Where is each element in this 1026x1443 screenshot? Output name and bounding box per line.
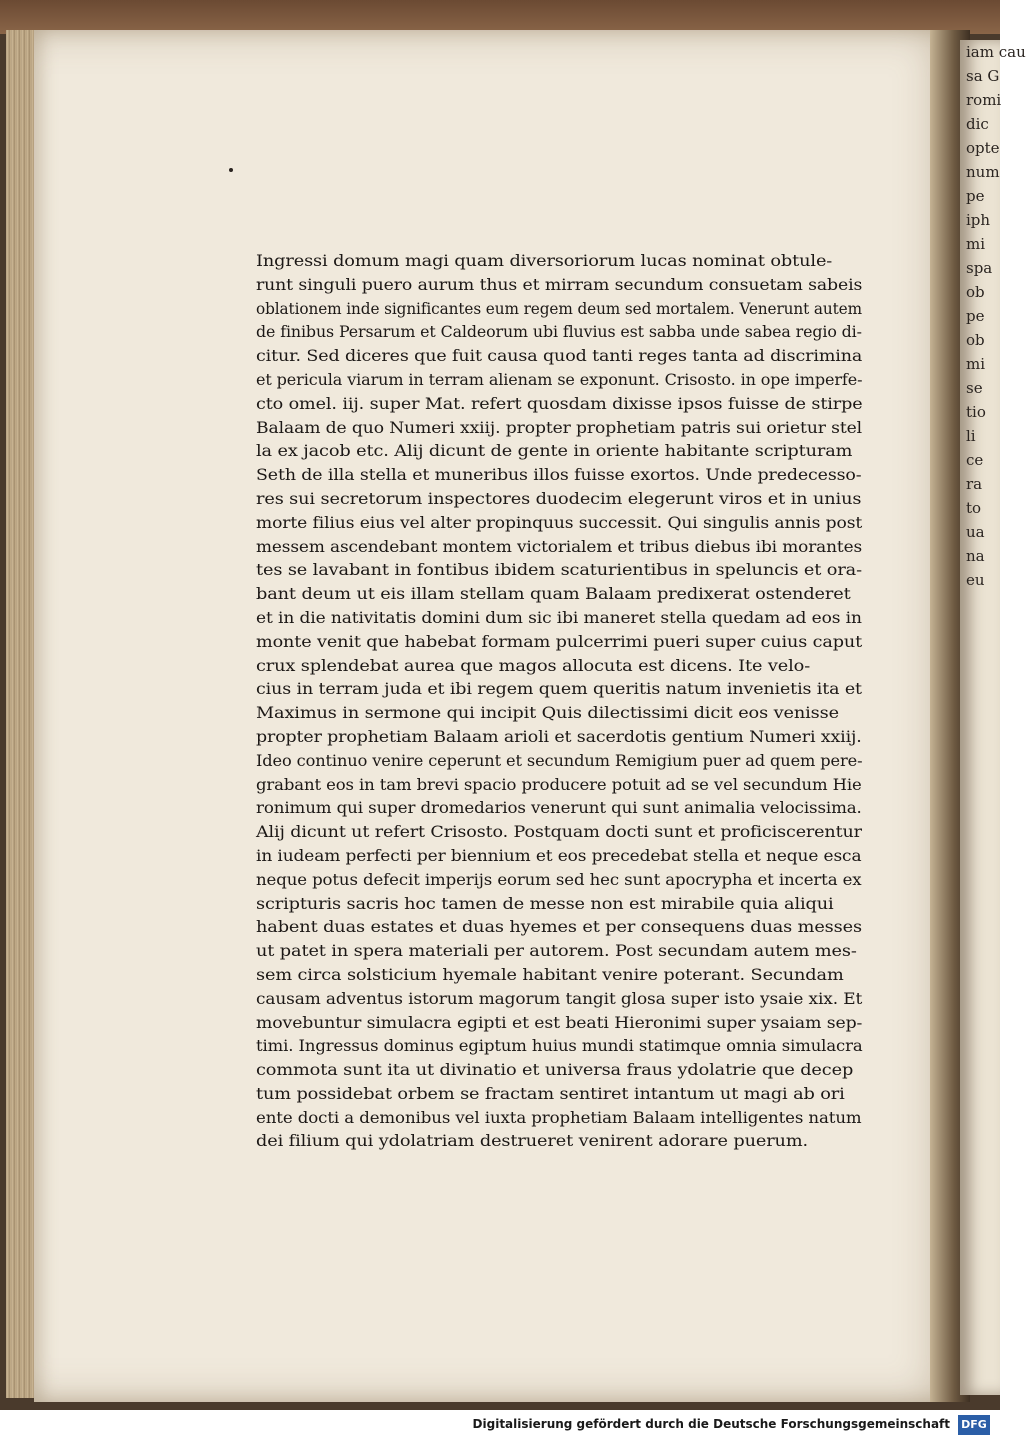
facing-page-fragment bbox=[960, 40, 1026, 1395]
text-line: sem circa solsticium hyemale habitant venire poterant. Secundam bbox=[256, 965, 844, 984]
text-line: commota sunt ita ut divinatio et universa fraus ydolatrie que decep bbox=[256, 1061, 854, 1080]
facing-page-line: pe bbox=[966, 187, 985, 205]
text-line: Alij dicunt ut refert Crisosto. Postquam docti sunt et proficiscerentur bbox=[256, 823, 862, 842]
text-line: neque potus defecit imperijs eorum sed hec sunt apocrypha et incerta ex bbox=[256, 870, 862, 889]
facing-page-line: ce bbox=[966, 451, 984, 469]
text-line: runt singuli puero aurum thus et mirram secundum consuetam sabeis bbox=[256, 275, 863, 294]
text-line: causam adventus istorum magorum tangit glosa super isto ysaie xix. Et bbox=[256, 989, 863, 1008]
facing-page-line: se bbox=[966, 379, 983, 397]
facing-page-line: romi bbox=[966, 91, 1002, 109]
text-line: propter prophetiam Balaam arioli et sacerdotis gentium Numeri xxiij. bbox=[256, 727, 862, 746]
text-line: grabant eos in tam brevi spacio producere potuit ad se vel secundum Hie bbox=[256, 775, 862, 794]
text-line: ente docti a demonibus vel iuxta prophetiam Balaam intelligentes natum bbox=[256, 1108, 862, 1127]
text-line: cto omel. iij. super Mat. refert quosdam dixisse ipsos fuisse de stirpe bbox=[256, 394, 863, 413]
text-line: Balaam de quo Numeri xxiij. propter prophetiam patris sui orietur stel bbox=[256, 418, 863, 437]
text-line: movebuntur simulacra egipti et est beati Hieronimi super ysaiam sep- bbox=[256, 1013, 863, 1032]
text-line: ronimum qui super dromedarios venerunt qui sunt animalia velocissima. bbox=[256, 799, 862, 818]
text-line: bant deum ut eis illam stellam quam Balaam predixerat ostenderet bbox=[256, 585, 851, 604]
text-line: et pericula viarum in terram alienam se exponunt. Crisosto. in ope imperfe- bbox=[256, 370, 863, 389]
facing-page-line: mi bbox=[966, 235, 986, 253]
text-line: Maximus in sermone qui incipit Quis dilectissimi dicit eos venisse bbox=[256, 704, 839, 723]
text-line: in iudeam perfecti per biennium et eos precedebat stella et neque esca bbox=[256, 846, 862, 865]
text-line: Ingressi domum magi quam diversoriorum lucas nominat obtule- bbox=[256, 252, 833, 270]
facing-page-line: tio bbox=[966, 403, 986, 421]
book-cover-edge bbox=[0, 0, 1000, 34]
facing-page-line: num bbox=[966, 163, 1000, 181]
page-mark-dot bbox=[229, 168, 233, 172]
facing-page-line: mi bbox=[966, 355, 986, 373]
text-line: Seth de illa stella et muneribus illos fuisse exortos. Unde predecesso- bbox=[256, 466, 862, 485]
facing-page-line: pe bbox=[966, 307, 985, 325]
footer-bar bbox=[0, 1410, 1000, 1443]
text-line: morte filius eius vel alter propinquus successit. Qui singulis annis post bbox=[256, 513, 863, 532]
facing-page-line: spa bbox=[966, 259, 993, 277]
text-line: citur. Sed diceres que fuit causa quod tanti reges tanta ad discrimina bbox=[256, 347, 863, 366]
text-line: habent duas estates et duas hyemes et per consequens duas messes bbox=[256, 918, 862, 937]
text-line: oblationem inde significantes eum regem deum sed mortalem. Venerunt autem bbox=[256, 299, 862, 318]
facing-page-line: ob bbox=[966, 331, 985, 349]
text-line: et in die nativitatis domini dum sic ibi maneret stella quedam ad eos in bbox=[256, 608, 862, 627]
facing-page-line: li bbox=[966, 427, 976, 445]
text-line: messem ascendebant montem victorialem et tribus diebus ibi morantes bbox=[256, 537, 863, 556]
text-line: timi. Ingressus dominus egiptum huius mundi statimque omnia simulacra bbox=[256, 1037, 863, 1056]
facing-page-line: eu bbox=[966, 571, 985, 589]
facing-page-line: opte bbox=[966, 139, 1000, 157]
text-line: crux splendebat aurea que magos allocuta est dicens. Ite velo- bbox=[256, 656, 811, 675]
text-line: la ex jacob etc. Alij dicunt de gente in oriente habitante scripturam bbox=[256, 442, 853, 461]
text-line: de finibus Persarum et Caldeorum ubi fluvius est sabba unde sabea regio di- bbox=[256, 323, 862, 342]
dfg-logo[interactable]: DFG bbox=[958, 1415, 990, 1435]
funding-credit: Digitalisierung gefördert durch die Deutsche Forschungsgemeinschaft bbox=[472, 1417, 950, 1431]
text-line: Ideo continuo venire ceperunt et secundum Remigium puer ad quem pere- bbox=[256, 751, 863, 770]
facing-page-line: sa G bbox=[966, 67, 1000, 85]
facing-page-line: dic bbox=[966, 115, 989, 133]
facing-page-line: iph bbox=[966, 211, 991, 229]
facing-page-line: na bbox=[966, 547, 985, 565]
text-line: ut patet in spera materiali per autorem. Post secundam autem mes- bbox=[256, 942, 857, 961]
facing-page-line: to bbox=[966, 499, 982, 517]
text-line: res sui secretorum inspectores duodecim elegerunt viros et in unius bbox=[256, 489, 862, 508]
text-line: dei filium qui ydolatriam destrueret venirent adorare puerum. bbox=[256, 1132, 809, 1151]
text-line: scripturis sacris hoc tamen de messe non est mirabile quia aliqui bbox=[256, 894, 834, 913]
text-line: cius in terram juda et ibi regem quem queritis natum invenietis ita et bbox=[256, 680, 862, 699]
facing-page-line: ob bbox=[966, 283, 985, 301]
text-line: tum possidebat orbem se fractam sentiret intantum ut magi ab ori bbox=[256, 1084, 845, 1103]
text-line: monte venit que habebat formam pulcerrimi pueri super cuius caput bbox=[256, 632, 863, 651]
text-line: tes se lavabant in fontibus ibidem scaturientibus in speluncis et ora- bbox=[256, 561, 862, 580]
main-text-block bbox=[256, 250, 862, 1154]
facing-page-line: ua bbox=[966, 523, 985, 541]
facing-page-line: iam cau bbox=[966, 43, 1026, 61]
facing-page-line: ra bbox=[966, 475, 983, 493]
